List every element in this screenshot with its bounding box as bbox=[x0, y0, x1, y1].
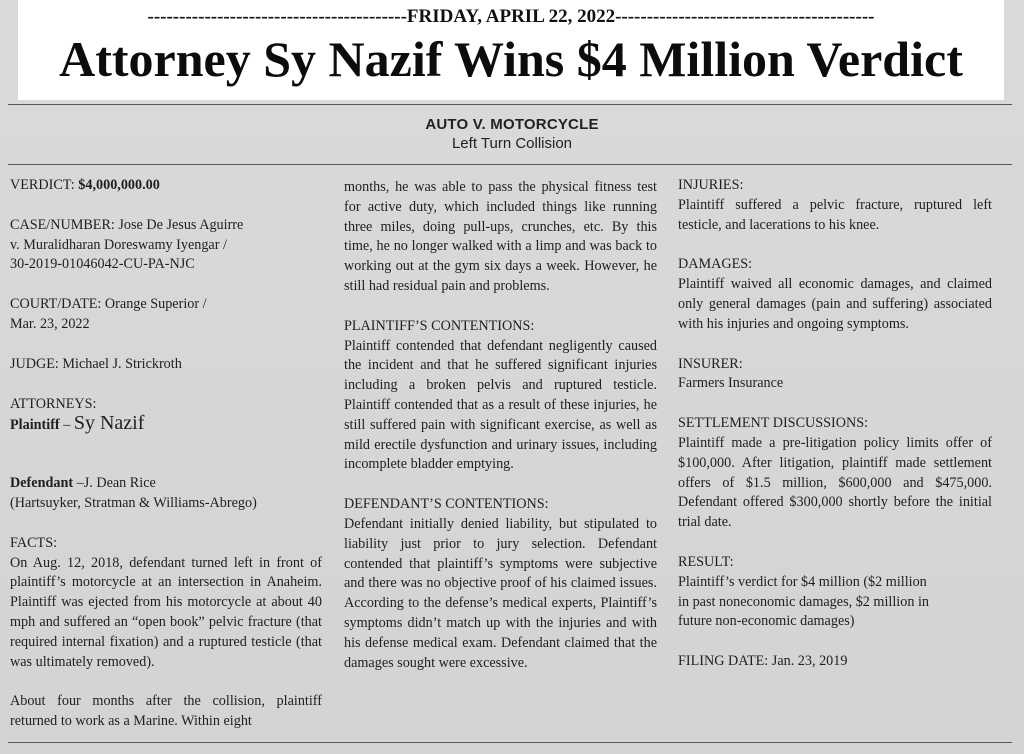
plaintiff-dash: – bbox=[59, 417, 74, 434]
case-value-1: Jose De Jesus Aguirre bbox=[118, 216, 244, 233]
result-line-2: in past noneconomic damages, $2 million in bbox=[678, 593, 929, 610]
headline-banner bbox=[18, 0, 1004, 100]
verdict-label: VERDICT: bbox=[10, 177, 79, 193]
column-2 bbox=[344, 178, 657, 673]
filing-line bbox=[678, 652, 992, 672]
verdict-value: $4,000,000.00 bbox=[78, 177, 160, 193]
column-3 bbox=[678, 176, 992, 672]
case-block bbox=[10, 216, 322, 275]
settlement-label: SETTLEMENT DISCUSSIONS: bbox=[678, 415, 869, 432]
case-label: CASE/NUMBER: bbox=[10, 216, 119, 233]
facts-text-2: About four months after the collision, plaintiff returned to work as a Marine. Within eight bbox=[10, 693, 322, 730]
filing-label: FILING DATE: bbox=[678, 653, 772, 670]
case-number: 30-2019-01046042-CU-PA-NJC bbox=[10, 256, 195, 273]
injuries-label: INJURIES: bbox=[678, 177, 744, 193]
injuries-text: Plaintiff suffered a pelvic fracture, ruptured left testicle, and lacerations to his knee. bbox=[678, 196, 992, 233]
date-line: -----------------------------------------FRIDAY, APRIL 22, 2022----------------------------------------- bbox=[147, 6, 875, 27]
filing-value: Jan. 23, 2019 bbox=[771, 653, 848, 670]
defendant-attorney: –J. Dean Rice bbox=[73, 475, 156, 492]
column-1 bbox=[10, 176, 322, 732]
settlement-text: Plaintiff made a pre-litigation policy limits offer of $100,000. After litigation, plaintiff made settlement offers of $1.5 million, $600,000 and $475,000. Defendant offered $300,000 shortly before the initial trial date. bbox=[678, 434, 992, 531]
defendant-contentions-label: DEFENDANT’S CONTENTIONS: bbox=[344, 496, 549, 513]
bottom-divider bbox=[8, 742, 1012, 743]
court-date: Mar. 23, 2022 bbox=[10, 315, 90, 332]
verdict-line bbox=[10, 176, 322, 196]
facts-text: On Aug. 12, 2018, defendant turned left in front of plaintiff’s motorcycle at an intersection in Anaheim. Plaintiff was ejected from his motorcycle at about 40 mph and suffered an “open book” pelvic fracture (that required internal fixation) and a ruptured testicle (that was ultimately removed). bbox=[10, 554, 322, 670]
defendant-firm: (Hartsuyker, Stratman & Williams-Abrego) bbox=[10, 494, 257, 511]
section-divider bbox=[8, 164, 1012, 165]
insurer-value: Farmers Insurance bbox=[678, 375, 784, 392]
defendant-block bbox=[10, 474, 322, 514]
judge-value: Michael J. Strickroth bbox=[62, 355, 182, 372]
plaintiff-label: Plaintiff bbox=[10, 417, 60, 434]
plaintiff-contentions-label: PLAINTIFF’S CONTENTIONS: bbox=[344, 317, 535, 334]
judge-label: JUDGE: bbox=[10, 355, 63, 372]
court-block bbox=[10, 295, 322, 335]
court-label: COURT/DATE: bbox=[10, 296, 105, 313]
court-value-1: Orange Superior / bbox=[104, 296, 207, 313]
damages-text: Plaintiff waived all economic damages, and claimed only general damages (pain and suffering) associated with his injuries and ongoing symptoms. bbox=[678, 276, 992, 332]
section-category: AUTO V. MOTORCYCLE bbox=[425, 116, 599, 133]
defendant-label: Defendant bbox=[10, 475, 74, 492]
attorneys-label: ATTORNEYS: bbox=[10, 395, 97, 412]
facts-label: FACTS: bbox=[10, 534, 58, 551]
facts-continued: months, he was able to pass the physical fitness test for active duty, which included things like running three miles, doing pull-ups, crunches, etc. By this time, he no longer walked with a limp and was back to working out at the gym six days a week. However, he still had residual pain and problems. bbox=[344, 179, 657, 294]
damages-label: DAMAGES: bbox=[678, 256, 753, 273]
result-line-3: future non-economic damages) bbox=[678, 613, 855, 630]
result-line-1: Plaintiff’s verdict for $4 million ($2 million bbox=[678, 573, 927, 590]
attorneys-block bbox=[10, 395, 322, 437]
result-text bbox=[678, 573, 992, 632]
judge-line bbox=[10, 355, 322, 375]
defendant-contentions-text: Defendant initially denied liability, but stipulated to liability just prior to jury selection. Defendant contended that plaintiff’s symptoms were subjective and there was no objective proof of his claimed issues. According to the defense’s medical experts, Plaintiff’s symptoms didn’t match up with the injuries and with his defense medical exam. Defendant claimed that the damages sought were excessive. bbox=[344, 515, 657, 671]
plaintiff-contentions-text: Plaintiff contended that defendant negligently caused the incident and that he suffered significant injuries including a broken pelvis and ruptured testicle. Plaintiff contended that as a result of these injuries, he still suffered pain with significant exercise, as well as mild erectile dysfunction and urinary issues, including incomplete bladder emptying. bbox=[344, 337, 657, 473]
insurer-label: INSURER: bbox=[678, 355, 743, 372]
section-heading bbox=[0, 116, 1024, 152]
result-label: RESULT: bbox=[678, 553, 734, 570]
top-divider bbox=[8, 104, 1012, 105]
section-subcategory: Left Turn Collision bbox=[451, 135, 573, 152]
case-value-2: v. Muralidharan Doreswamy Iyengar / bbox=[10, 236, 227, 253]
plaintiff-attorney: Sy Nazif bbox=[73, 412, 145, 435]
headline: Attorney Sy Nazif Wins $4 Million Verdict bbox=[59, 31, 963, 87]
